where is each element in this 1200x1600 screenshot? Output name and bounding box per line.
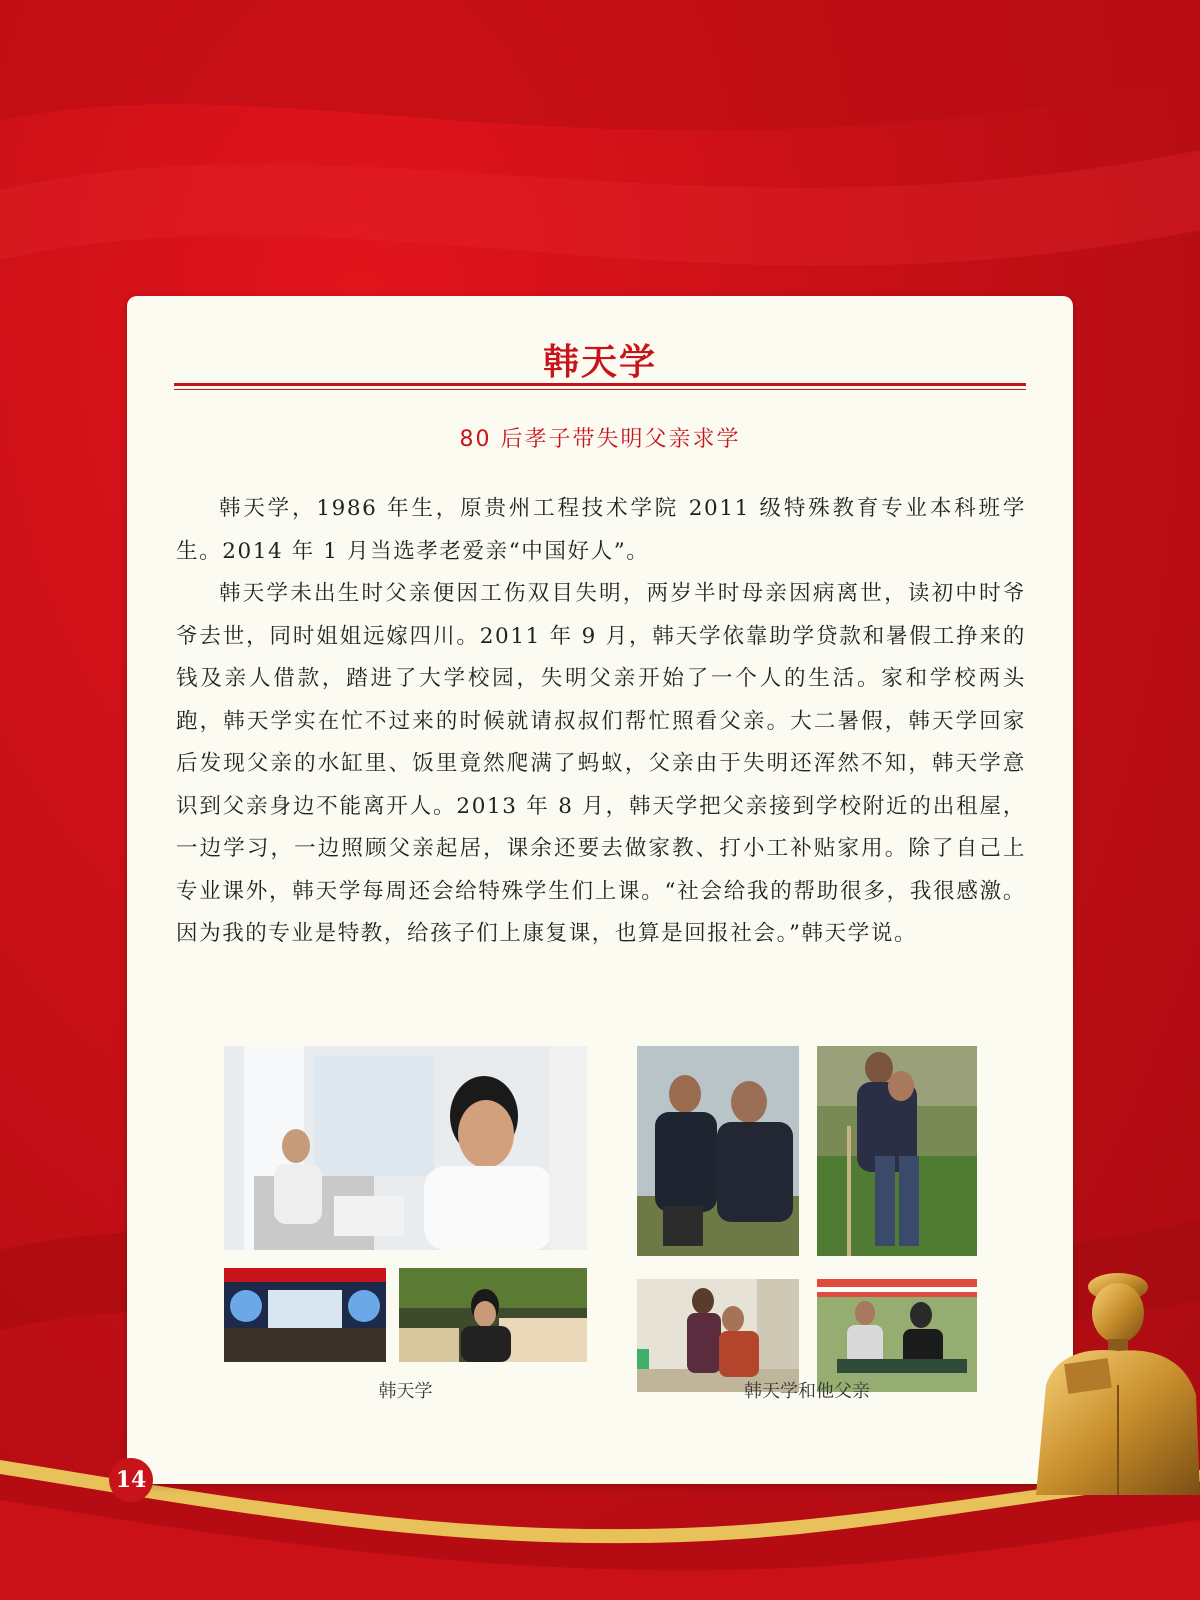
title-divider: [174, 383, 1026, 386]
paragraph-1: 韩天学，1986 年生，原贵州工程技术学院 2011 级特殊教育专业本科班学生。2014 年 1 月当选孝老爱亲“中国好人”。: [176, 496, 1026, 564]
photo-classroom: [399, 1268, 587, 1362]
golden-statue-illustration: [1026, 1265, 1200, 1495]
article-title: 韩天学: [542, 341, 657, 383]
paragraph-2: 韩天学未出生时父亲便因工伤双目失明，两岁半时母亲因病离世，读初中时爷爷去世，同时姐姐远嫁四川。2011 年 9 月，韩天学依靠助学贷款和暑假工挣来的钱及亲人借款，踏进了大学校园，失明父亲开始了一个人的生活。家和学校两头跑，韩天学实在忙不过来的时候就请叔叔们帮忙照看父亲。大二暑假，韩天学回家后发现父亲的水缸里、饭里竟然爬满了蚂蚁，父亲由于失明还浑然不知，韩天学意识到父亲身边不能离开人。2013 年 8 月，韩天学把父亲接到学校附近的出租屋，一边学习，一边照顾父亲起居，课余还要去做家教、打小工补贴家用。除了自己上专业课外，韩天学每周还会给特殊学生们上课。“社会给我的帮助很多，我很感激。因为我的专业是特教，给孩子们上康复课，也算是回报社会。”韩天学说。: [176, 581, 1026, 946]
article-subtitle: 80 后孝子带失明父亲求学: [459, 427, 741, 452]
caption-right: 韩天学和他父亲: [744, 1381, 870, 1402]
page-number: 14: [109, 1458, 153, 1502]
photo-outdoor-table: [817, 1279, 977, 1392]
article-body: [176, 488, 1026, 956]
photo-piggyback: [817, 1046, 977, 1256]
photo-lecture-hall: [224, 1268, 386, 1362]
photo-father-son-sitting: [637, 1046, 799, 1256]
caption-left: 韩天学: [378, 1381, 433, 1402]
content-card: [127, 296, 1073, 1484]
photo-caring-father: [637, 1279, 799, 1392]
photo-portrait: [224, 1046, 587, 1250]
title-divider-thin: [174, 389, 1026, 390]
